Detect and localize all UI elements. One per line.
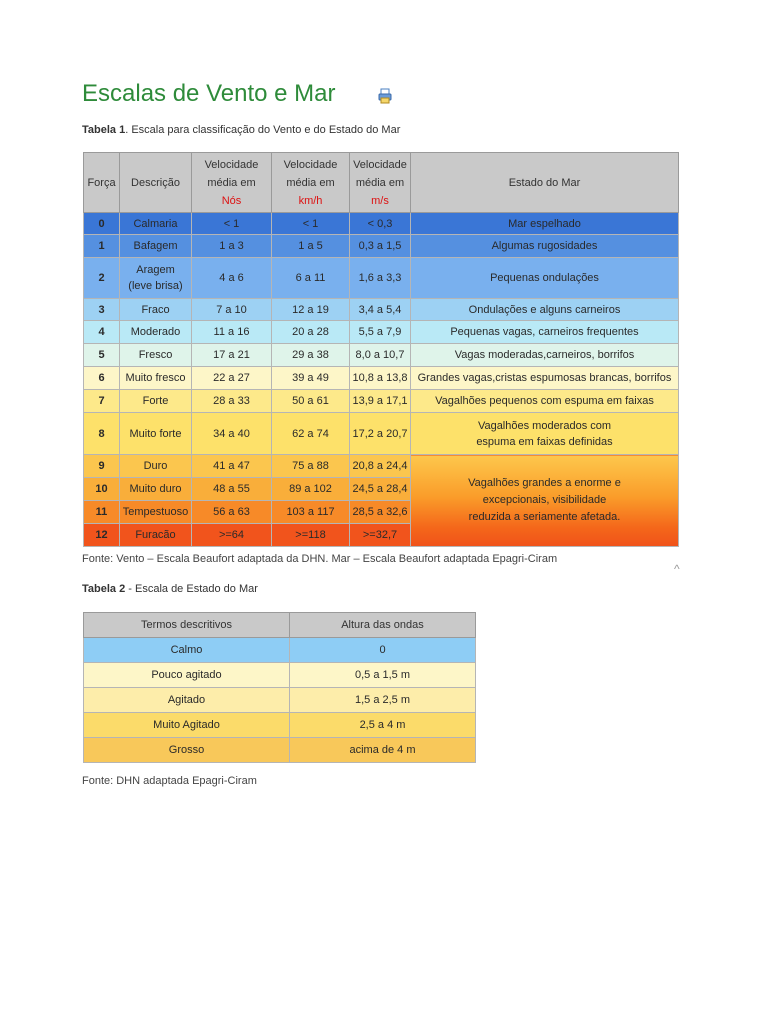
altura-cell: 0 (290, 638, 476, 663)
nos-cell: 56 a 63 (192, 501, 272, 524)
kmh-cell: 50 a 61 (272, 390, 350, 413)
descricao-cell: Moderado (120, 321, 192, 344)
descricao-cell: Fresco (120, 344, 192, 367)
descricao-cell: Duro (120, 455, 192, 478)
table-row (84, 738, 476, 763)
estado-cell: Vagalhões pequenos com espuma em faixas (411, 390, 679, 413)
table2-caption: Tabela 2 - Escala de Estado do Mar (82, 583, 258, 595)
termo-cell: Agitado (84, 688, 290, 713)
print-icon[interactable] (378, 88, 392, 104)
forca-cell: 4 (84, 321, 120, 344)
nos-cell: 11 a 16 (192, 321, 272, 344)
ms-cell: 28,5 a 32,6 (350, 501, 411, 524)
ms-cell: < 0,3 (350, 213, 411, 235)
scroll-up-icon[interactable]: ^ (674, 562, 680, 576)
table-row (84, 455, 679, 478)
kmh-cell: 89 a 102 (272, 478, 350, 501)
table1-caption: Tabela 1. Escala para classificação do Vento e do Estado do Mar (82, 124, 401, 136)
header-kmh: Velocidade média em km/h (272, 153, 350, 213)
table-row (84, 713, 476, 738)
nos-cell: 7 a 10 (192, 299, 272, 321)
kmh-cell: < 1 (272, 213, 350, 235)
table-row (84, 688, 476, 713)
ms-cell: 20,8 a 24,4 (350, 455, 411, 478)
ms-cell: 1,6 a 3,3 (350, 258, 411, 299)
forca-cell: 7 (84, 390, 120, 413)
header-ms: Velocidade média em m/s (350, 153, 411, 213)
table-row (84, 638, 476, 663)
table-row (84, 390, 679, 413)
nos-cell: 41 a 47 (192, 455, 272, 478)
kmh-cell: 75 a 88 (272, 455, 350, 478)
table-row (84, 663, 476, 688)
ms-cell: 5,5 a 7,9 (350, 321, 411, 344)
header-nos: Velocidade média em Nós (192, 153, 272, 213)
termo-cell: Calmo (84, 638, 290, 663)
ms-cell: 0,3 a 1,5 (350, 235, 411, 258)
forca-cell: 10 (84, 478, 120, 501)
ms-cell: 24,5 a 28,4 (350, 478, 411, 501)
kmh-cell: 1 a 5 (272, 235, 350, 258)
termo-cell: Grosso (84, 738, 290, 763)
kmh-cell: 6 a 11 (272, 258, 350, 299)
header-termos: Termos descritivos (84, 613, 290, 638)
forca-cell: 1 (84, 235, 120, 258)
nos-cell: < 1 (192, 213, 272, 235)
nos-cell: 34 a 40 (192, 413, 272, 455)
descricao-cell: Forte (120, 390, 192, 413)
descricao-cell: Furacão (120, 524, 192, 547)
forca-cell: 9 (84, 455, 120, 478)
descricao-cell: Muito forte (120, 413, 192, 455)
table-row (84, 213, 679, 235)
estado-cell: Vagas moderadas,carneiros, borrifos (411, 344, 679, 367)
termo-cell: Pouco agitado (84, 663, 290, 688)
table-row (84, 299, 679, 321)
ms-cell: 3,4 a 5,4 (350, 299, 411, 321)
descricao-cell: Muito fresco (120, 367, 192, 390)
kmh-cell: >=118 (272, 524, 350, 547)
ms-cell: >=32,7 (350, 524, 411, 547)
nos-cell: 1 a 3 (192, 235, 272, 258)
estado-cell: Pequenas ondulações (411, 258, 679, 299)
kmh-cell: 20 a 28 (272, 321, 350, 344)
altura-cell: 1,5 a 2,5 m (290, 688, 476, 713)
forca-cell: 5 (84, 344, 120, 367)
estado-cell: Vagalhões moderados com espuma em faixas definidas (411, 413, 679, 455)
termo-cell: Muito Agitado (84, 713, 290, 738)
estado-cell: Algumas rugosidades (411, 235, 679, 258)
table-row (84, 321, 679, 344)
table-row (84, 413, 679, 455)
table-row (84, 235, 679, 258)
descricao-cell: Muito duro (120, 478, 192, 501)
estado-cell: Grandes vagas,cristas espumosas brancas, borrifos (411, 367, 679, 390)
altura-cell: acima de 4 m (290, 738, 476, 763)
nos-cell: 4 a 6 (192, 258, 272, 299)
nos-cell: 22 a 27 (192, 367, 272, 390)
ms-cell: 10,8 a 13,8 (350, 367, 411, 390)
forca-cell: 12 (84, 524, 120, 547)
kmh-cell: 12 a 19 (272, 299, 350, 321)
kmh-cell: 29 a 38 (272, 344, 350, 367)
ms-cell: 17,2 a 20,7 (350, 413, 411, 455)
descricao-cell: Fraco (120, 299, 192, 321)
altura-cell: 0,5 a 1,5 m (290, 663, 476, 688)
kmh-cell: 103 a 117 (272, 501, 350, 524)
descricao-cell: Aragem (leve brisa) (120, 258, 192, 299)
forca-cell: 2 (84, 258, 120, 299)
page-title: Escalas de Vento e Mar (82, 80, 336, 107)
header-altura: Altura das ondas (290, 613, 476, 638)
forca-cell: 0 (84, 213, 120, 235)
nos-cell: >=64 (192, 524, 272, 547)
table-row (84, 367, 679, 390)
beaufort-table (83, 152, 679, 547)
header-estado: Estado do Mar (411, 153, 679, 213)
ms-cell: 13,9 a 17,1 (350, 390, 411, 413)
estado-cell: Mar espelhado (411, 213, 679, 235)
table2-source: Fonte: DHN adaptada Epagri-Ciram (82, 775, 257, 787)
table-row (84, 344, 679, 367)
descricao-cell: Calmaria (120, 213, 192, 235)
sea-state-table (83, 612, 476, 763)
table-row (84, 258, 679, 299)
estado-cell: Pequenas vagas, carneiros frequentes (411, 321, 679, 344)
forca-cell: 6 (84, 367, 120, 390)
nos-cell: 17 a 21 (192, 344, 272, 367)
altura-cell: 2,5 a 4 m (290, 713, 476, 738)
estado-cell-9-12: Vagalhões grandes a enorme e excepcionais, visibilidade reduzida a seriamente afetada. (411, 455, 679, 547)
forca-cell: 3 (84, 299, 120, 321)
header-forca: Força (84, 153, 120, 213)
forca-cell: 11 (84, 501, 120, 524)
nos-cell: 48 a 55 (192, 478, 272, 501)
forca-cell: 8 (84, 413, 120, 455)
nos-cell: 28 a 33 (192, 390, 272, 413)
kmh-cell: 62 a 74 (272, 413, 350, 455)
descricao-cell: Bafagem (120, 235, 192, 258)
estado-cell: Ondulações e alguns carneiros (411, 299, 679, 321)
descricao-cell: Tempestuoso (120, 501, 192, 524)
table1-source: Fonte: Vento – Escala Beaufort adaptada da DHN. Mar – Escala Beaufort adaptada Epagri-Ciram (82, 553, 558, 565)
header-descricao: Descrição (120, 153, 192, 213)
ms-cell: 8,0 a 10,7 (350, 344, 411, 367)
kmh-cell: 39 a 49 (272, 367, 350, 390)
